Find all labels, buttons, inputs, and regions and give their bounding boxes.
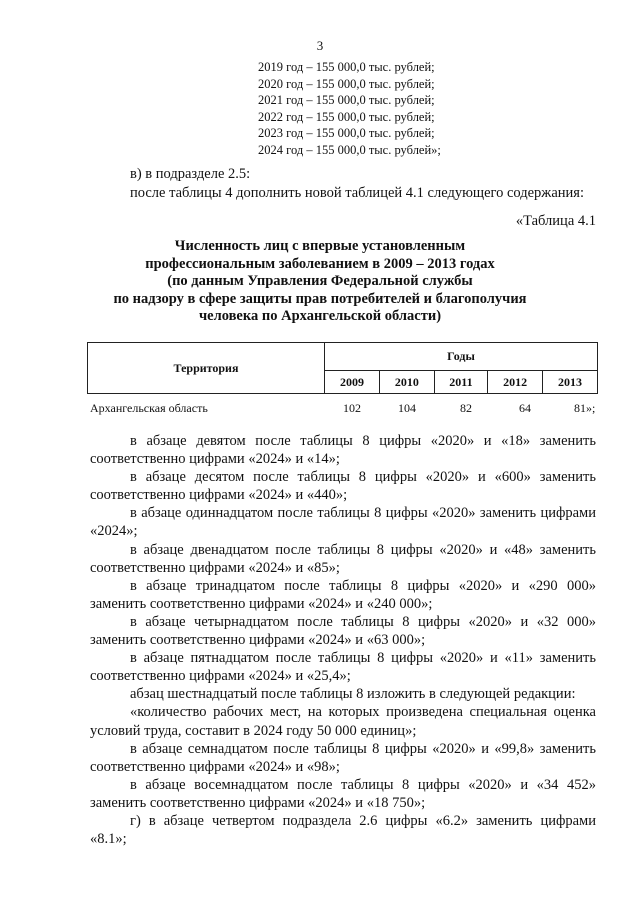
paragraph: в абзаце двенадцатом после таблицы 8 цифры «2020» и «48» заменить соответственно цифрами «2024» и «85»; [90,541,596,576]
paragraph: в абзаце десятом после таблицы 8 цифры «2020» и «600» заменить соответственно цифрами «2024» и «440»; [90,469,596,504]
table-row [90,401,600,417]
budget-line: 2023 год – 155 000,0 тыс. рублей; [258,126,435,141]
table-title-line: (по данным Управления Федеральной службы [167,273,473,289]
subsection-line: в) в подразделе 2.5: [130,166,251,182]
budget-line: 2020 год – 155 000,0 тыс. рублей; [258,76,435,91]
paragraph: в абзаце тринадцатом после таблицы 8 цифры «2020» и «290 000» заменить соответственно цифрами «2024» и «240 000»; [90,577,596,612]
budget-line: 2024 год – 155 000,0 тыс. рублей»; [258,142,441,157]
row-value: 64 [519,401,531,415]
table-title-line: профессиональным заболеванием в 2009 – 2013 годах [145,255,495,272]
after-table-line: после таблицы 4 дополнить новой таблицей 4.1 следующего содержания: [130,185,584,201]
table-title-line: Численность лиц с впервые установленным [174,238,466,254]
amendments-body [90,432,596,848]
paragraph: «количество рабочих мест, на которых произведена специальная оценка условий труда, составит в 2024 году 50 000 единиц»; [90,704,596,739]
row-value: 104 [398,401,416,415]
paragraph: в абзаце восемнадцатом после таблицы 8 цифры «2020» и «34 452» заменить соответственно цифрами «2024» и «18 750»; [90,776,596,811]
header-year: 2011 [434,371,487,394]
paragraph: абзац шестнадцатый после таблицы 8 изложить в следующей редакции: [130,686,576,703]
page-number: 3 [316,38,324,53]
paragraph: в абзаце одиннадцатом после таблицы 8 цифры «2020» заменить цифрами «2024»; [90,505,596,540]
paragraph: в абзаце пятнадцатом после таблицы 8 цифры «2020» и «11» заменить соответственно цифрами «2024» и «25,4»; [90,650,596,685]
header-year: 2010 [379,371,434,394]
budget-line: 2021 год – 155 000,0 тыс. рублей; [258,93,435,108]
budget-line: 2019 год – 155 000,0 тыс. рублей; [258,60,435,74]
row-value: 102 [343,401,361,415]
table-title-line: по надзору в сфере защиты прав потребителей и благополучия [113,290,527,307]
header-year: 2013 [543,371,598,394]
table-label: «Таблица 4.1 [515,213,596,229]
header-years: Годы [325,343,598,371]
table-title-line: человека по Архангельской области) [198,308,442,324]
header-year: 2012 [488,371,543,394]
data-table-header [87,342,598,394]
row-value: 81»; [574,401,596,415]
paragraph: г) в абзаце четвертом подраздела 2.6 цифры «6.2» заменить цифрами «8.1»; [90,812,596,848]
row-territory: Архангельская область [90,401,208,415]
header-territory: Территория [88,343,325,394]
paragraph: в абзаце четырнадцатом после таблицы 8 цифры «2020» и «32 000» заменить соответственно цифрами «2024» и «63 000»; [90,613,596,649]
header-year: 2009 [325,371,380,394]
budget-line: 2022 год – 155 000,0 тыс. рублей; [258,109,435,124]
budget-list [258,59,441,159]
paragraph: в абзаце семнадцатом после таблицы 8 цифры «2020» и «99,8» заменить соответственно цифрами «2024» и «98»; [90,740,596,775]
table-title [60,238,580,326]
paragraph: в абзаце девятом после таблицы 8 цифры «2020» и «18» заменить соответственно цифрами «2024» и «14»; [90,433,596,468]
row-value: 82 [460,401,472,415]
